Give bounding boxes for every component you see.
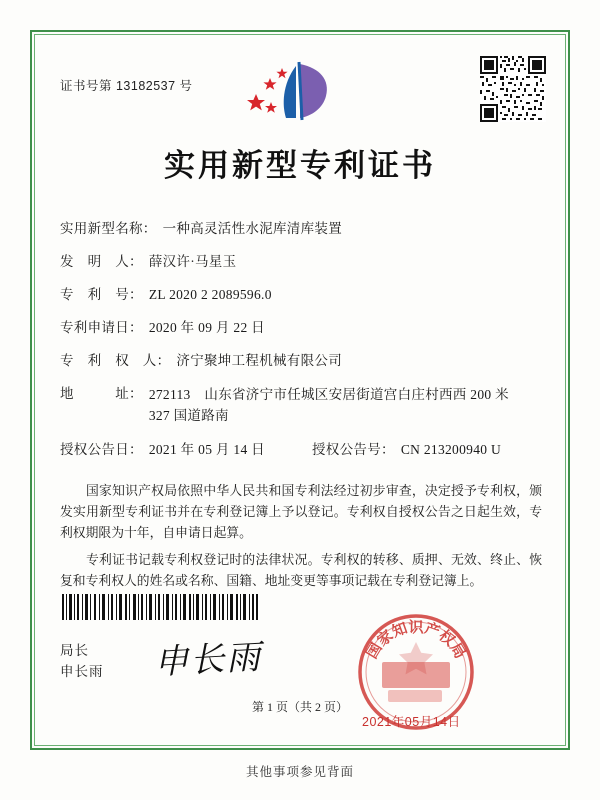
field-row-address [60, 384, 544, 426]
signature-block [60, 640, 104, 682]
field-label: 地 址： [60, 386, 143, 401]
field-label: 专 利 权 人： [60, 353, 171, 368]
legal-paragraph: 专利证书记载专利权登记时的法律状况。专利权的转移、质押、无效、终止、恢复和专利权人的姓名或名称、国籍、地址变更等事项记载在专利登记簿上。 [60, 553, 542, 588]
cnipa-logo-icon [242, 58, 350, 124]
field-value: CN 213200940 U [400, 442, 502, 457]
field-value: 薛汉许·马星玉 [148, 254, 237, 269]
field-row-announcement [60, 440, 544, 459]
svg-text:国家知识产权局: 国家知识产权局 [364, 620, 468, 662]
field-label: 专 利 号： [60, 287, 143, 302]
certificate-content [46, 46, 554, 734]
field-value: 一种高灵活性水泥库清库装置 [162, 221, 343, 236]
handwritten-signature: 申长雨 [153, 639, 264, 682]
qr-code-icon [480, 56, 546, 122]
legal-text [46, 481, 554, 592]
director-role-label: 局长 [60, 643, 89, 658]
field-value [143, 384, 544, 426]
legal-paragraph: 国家知识产权局依照中华人民共和国专利法经过初步审查，决定授予专利权，颁发实用新型专利证书并在专利登记簿上予以登记。专利权自授权公告之日起生效，专利权期限为十年，自申请日起算。 [60, 484, 542, 540]
field-label: 专利申请日： [60, 320, 143, 335]
field-value: 2020 年 09 月 22 日 [148, 320, 265, 335]
field-label: 发 明 人： [60, 254, 143, 269]
field-label: 实用新型名称： [60, 221, 157, 236]
certificate-number: 证书号第 13182537 号 [60, 79, 193, 93]
field-row [60, 219, 544, 238]
field-row [60, 351, 544, 370]
field-row [60, 252, 544, 271]
field-row [60, 318, 544, 337]
field-value: 2021 年 05 月 14 日 [148, 442, 265, 457]
barcode-icon [60, 594, 260, 620]
field-row [60, 285, 544, 304]
address-line-2: 327 国道路南 [148, 408, 229, 423]
field-label: 授权公告号： [312, 442, 395, 457]
page-number: 第 1 页（共 2 页） [251, 700, 348, 714]
address-line-1: 272113 山东省济宁市任城区安居街道宫白庄村西西 200 米 [148, 387, 509, 402]
director-name-label: 申长雨 [60, 664, 104, 679]
field-value: ZL 2020 2 2089596.0 [148, 287, 272, 302]
page-title: 实用新型专利证书 [164, 148, 436, 183]
header-row [46, 46, 554, 132]
field-label: 授权公告日： [60, 442, 143, 457]
field-value: 济宁聚坤工程机械有限公司 [176, 353, 343, 368]
announcement-number-group [312, 440, 501, 459]
footer-note: 其他事项参见背面 [245, 765, 354, 779]
announcement-date-group [60, 440, 312, 459]
seal-date: 2021年05月14日 [362, 715, 461, 729]
field-list [46, 219, 554, 459]
